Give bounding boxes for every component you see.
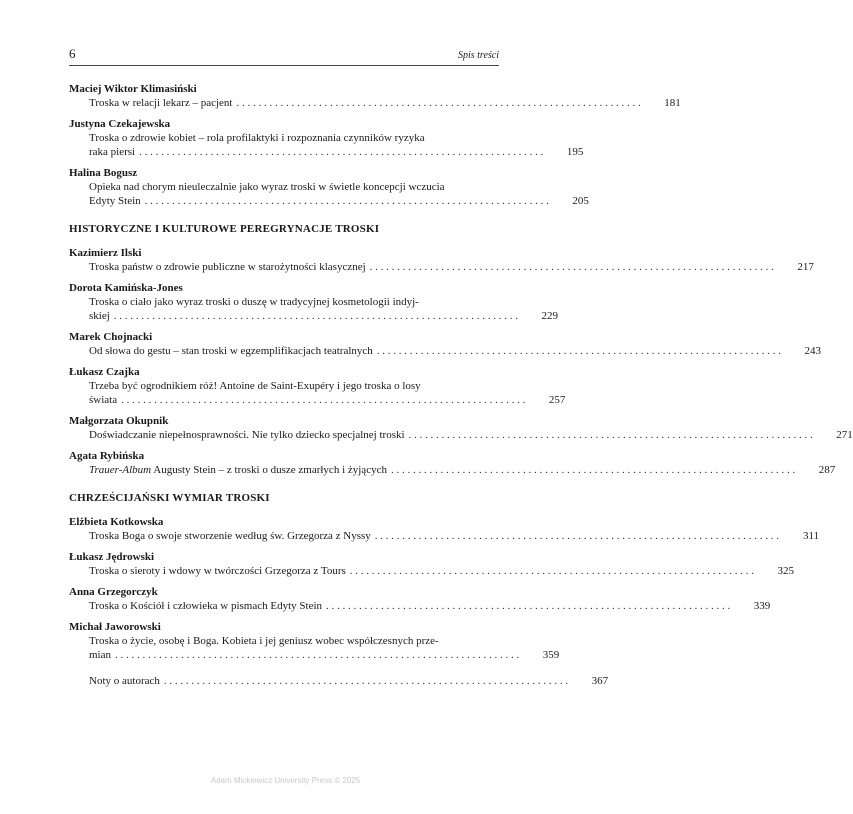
entry-author: Justyna Czekajewska — [69, 118, 171, 130]
entry-title-line — [89, 145, 584, 159]
entry-title: raka piersi — [89, 146, 136, 158]
entry-author: Małgorzata Okupnik — [69, 415, 169, 427]
entry-page: 311 — [802, 530, 820, 542]
entry-title-line — [89, 529, 820, 543]
entry-title: Troska o Kościół i człowieka w pismach Edyty Stein — [89, 600, 323, 612]
toc-entry[interactable] — [69, 246, 814, 274]
entry-title-line — [89, 428, 853, 442]
entry-title: mian — [89, 649, 111, 661]
entry-title-italic: Trauer-Album — [89, 464, 152, 476]
entry-title-line — [89, 180, 499, 194]
entry-page: 217 — [797, 261, 814, 273]
entry-title-line — [89, 648, 560, 662]
toc-entry[interactable] — [69, 515, 820, 543]
entry-author: Halina Bogusz — [69, 167, 138, 179]
entry-author: Elżbieta Kotkowska — [69, 516, 164, 528]
dot-leader: . . . . . . . . . . . . . . . . . . . . . . . . . . . . . . . . . . . . . . . . . . . . . . . . . . . . . . . . . . . . . . . . . . . . . . . . . . — [113, 310, 519, 322]
entry-author: Kazimierz Ilski — [69, 247, 142, 259]
running-title: Spis treści — [457, 50, 499, 61]
entry-title-line — [89, 599, 771, 613]
entry-title-line — [89, 393, 566, 407]
entry-title-line — [89, 194, 589, 208]
entry-title-line — [89, 463, 836, 477]
entry-title: świata — [89, 394, 118, 406]
toc-entry[interactable] — [69, 449, 836, 477]
entry-title: Troska o życie, osobę i Boga. Kobieta i jej geniusz wobec współczesnych prze- — [89, 635, 439, 647]
dot-leader: . . . . . . . . . . . . . . . . . . . . . . . . . . . . . . . . . . . . . . . . . . . . . . . . . . . . . . . . . . . . . . . . . . . . . . . . . . — [326, 600, 731, 612]
entry-page: 195 — [566, 146, 584, 158]
entry-title: Troska w relacji lekarz – pacjent — [89, 97, 233, 109]
dot-leader: . . . . . . . . . . . . . . . . . . . . . . . . . . . . . . . . . . . . . . . . . . . . . . . . . . . . . . . . . . . . . . . . . . . . . . . . . . — [144, 195, 549, 207]
toc-entry[interactable] — [69, 117, 584, 159]
entry-page: 205 — [572, 195, 589, 207]
entry-author: Agata Rybińska — [69, 450, 145, 462]
entry-author: Dorota Kamińska-Jones — [69, 282, 183, 294]
entry-title: Trzeba być ogrodnikiem róż! Antoine de Saint-Exupéry i jego troska o losy — [89, 380, 421, 392]
toc-entry[interactable] — [69, 82, 681, 110]
entry-page: 229 — [541, 310, 559, 322]
entry-title-line — [89, 344, 822, 358]
dot-leader: . . . . . . . . . . . . . . . . . . . . . . . . . . . . . . . . . . . . . . . . . . . . . . . . . . . . . . . . . . . . . . . . . . . . . . . . . . — [121, 394, 526, 406]
toc-entry[interactable] — [69, 620, 560, 662]
dot-leader: . . . . . . . . . . . . . . . . . . . . . . . . . . . . . . . . . . . . . . . . . . . . . . . . . . . . . . . . . . . . . . . . . . . . . . . . . . — [349, 565, 755, 577]
entry-title: Edyty Stein — [89, 195, 141, 207]
entry-page: 257 — [548, 394, 566, 406]
toc-page — [69, 46, 853, 688]
toc-notes-entry[interactable] — [89, 674, 609, 688]
entry-author: Michał Jaworowski — [69, 621, 161, 633]
entry-title: Opieka nad chorym nieuleczalnie jako wyraz troski w świetle koncepcji wczucia — [89, 181, 445, 193]
entry-page: 359 — [542, 649, 560, 661]
toc-group-b — [69, 246, 853, 477]
dot-leader: . . . . . . . . . . . . . . . . . . . . . . . . . . . . . . . . . . . . . . . . . . . . . . . . . . . . . . . . . . . . . . . . . . . . . . . . . . — [369, 261, 774, 273]
dot-leader: . . . . . . . . . . . . . . . . . . . . . . . . . . . . . . . . . . . . . . . . . . . . . . . . . . . . . . . . . . . . . . . . . . . . . . . . . . — [374, 530, 780, 542]
entry-title-line — [89, 295, 499, 309]
entry-author: Łukasz Jędrowski — [69, 551, 155, 563]
entry-title-line — [89, 131, 499, 145]
section-heading: HISTORYCZNE I KULTUROWE PEREGRYNACJE TROSKI — [69, 223, 380, 235]
entry-author: Maciej Wiktor Klimasiński — [69, 83, 197, 95]
toc-entry[interactable] — [69, 414, 853, 442]
entry-title-line — [89, 260, 814, 274]
entry-author: Łukasz Czajka — [69, 366, 140, 378]
entry-page: 243 — [804, 345, 822, 357]
entry-title: Troska Boga o swoje stworzenie według św. Grzegorza z Nyssy — [89, 530, 371, 542]
dot-leader: . . . . . . . . . . . . . . . . . . . . . . . . . . . . . . . . . . . . . . . . . . . . . . . . . . . . . . . . . . . . . . . . . . . . . . . . . . — [376, 345, 782, 357]
toc-entry[interactable] — [69, 330, 822, 358]
entry-title: Troska o zdrowie kobiet – rola profilaktyki i rozpoznania czynników ryzyka — [89, 132, 425, 144]
toc-group-a — [69, 82, 681, 208]
page-number: 6 — [69, 46, 76, 61]
entry-page: 339 — [753, 600, 771, 612]
entry-title: Doświadczanie niepełnosprawności. Nie tylko dziecko specjalnej troski — [89, 429, 405, 441]
dot-leader: . . . . . . . . . . . . . . . . . . . . . . . . . . . . . . . . . . . . . . . . . . . . . . . . . . . . . . . . . . . . . . . . . . . . . . . . . . — [408, 429, 813, 441]
toc-entry[interactable] — [69, 281, 559, 323]
entry-page: 325 — [777, 565, 795, 577]
dot-leader: . . . . . . . . . . . . . . . . . . . . . . . . . . . . . . . . . . . . . . . . . . . . . . . . . . . . . . . . . . . . . . . . . . . . . . . . . . — [163, 675, 569, 687]
entry-author: Marek Chojnacki — [69, 331, 153, 343]
entry-title-line — [89, 564, 795, 578]
running-head — [69, 46, 499, 66]
entry-title: Troska państw o zdrowie publiczne w starożytności klasycznej — [89, 261, 366, 273]
entry-page: 367 — [591, 675, 609, 687]
dot-leader: . . . . . . . . . . . . . . . . . . . . . . . . . . . . . . . . . . . . . . . . . . . . . . . . . . . . . . . . . . . . . . . . . . . . . . . . . . — [390, 464, 796, 476]
dot-leader: . . . . . . . . . . . . . . . . . . . . . . . . . . . . . . . . . . . . . . . . . . . . . . . . . . . . . . . . . . . . . . . . . . . . . . . . . . — [236, 97, 641, 109]
entry-title: Troska o sieroty i wdowy w twórczości Grzegorza z Tours — [89, 565, 346, 577]
toc-entry[interactable] — [69, 585, 771, 613]
entry-title-line — [89, 634, 499, 648]
toc-entry[interactable] — [69, 166, 589, 208]
entry-title-line — [89, 379, 499, 393]
entry-title: Augusty Stein – z troski o dusze zmarłych i żyjących — [151, 464, 387, 476]
entry-author: Anna Grzegorczyk — [69, 586, 158, 598]
entry-page: 271 — [836, 429, 853, 441]
entry-title: skiej — [89, 310, 110, 322]
publisher-footer: Adam Mickiewicz University Press © 2025 — [210, 776, 361, 785]
entry-title: Od słowa do gestu – stan troski w egzemplifikacjach teatralnych — [89, 345, 373, 357]
dot-leader: . . . . . . . . . . . . . . . . . . . . . . . . . . . . . . . . . . . . . . . . . . . . . . . . . . . . . . . . . . . . . . . . . . . . . . . . . . — [139, 146, 544, 158]
entry-page: 181 — [664, 97, 681, 109]
entry-title-line — [89, 96, 681, 110]
entry-title: Noty o autorach — [89, 675, 160, 687]
entry-title: Troska o ciało jako wyraz troski o duszę w tradycyjnej kosmetologii indyj- — [89, 296, 419, 308]
toc-entry[interactable] — [69, 365, 566, 407]
table-of-contents — [69, 82, 853, 688]
toc-group-c — [69, 515, 820, 662]
entry-title-line — [89, 309, 559, 323]
dot-leader: . . . . . . . . . . . . . . . . . . . . . . . . . . . . . . . . . . . . . . . . . . . . . . . . . . . . . . . . . . . . . . . . . . . . . . . . . . — [115, 649, 520, 661]
entry-page: 287 — [818, 464, 836, 476]
toc-entry[interactable] — [69, 550, 795, 578]
section-heading: CHRZEŚCIJAŃSKI WYMIAR TROSKI — [69, 492, 270, 504]
